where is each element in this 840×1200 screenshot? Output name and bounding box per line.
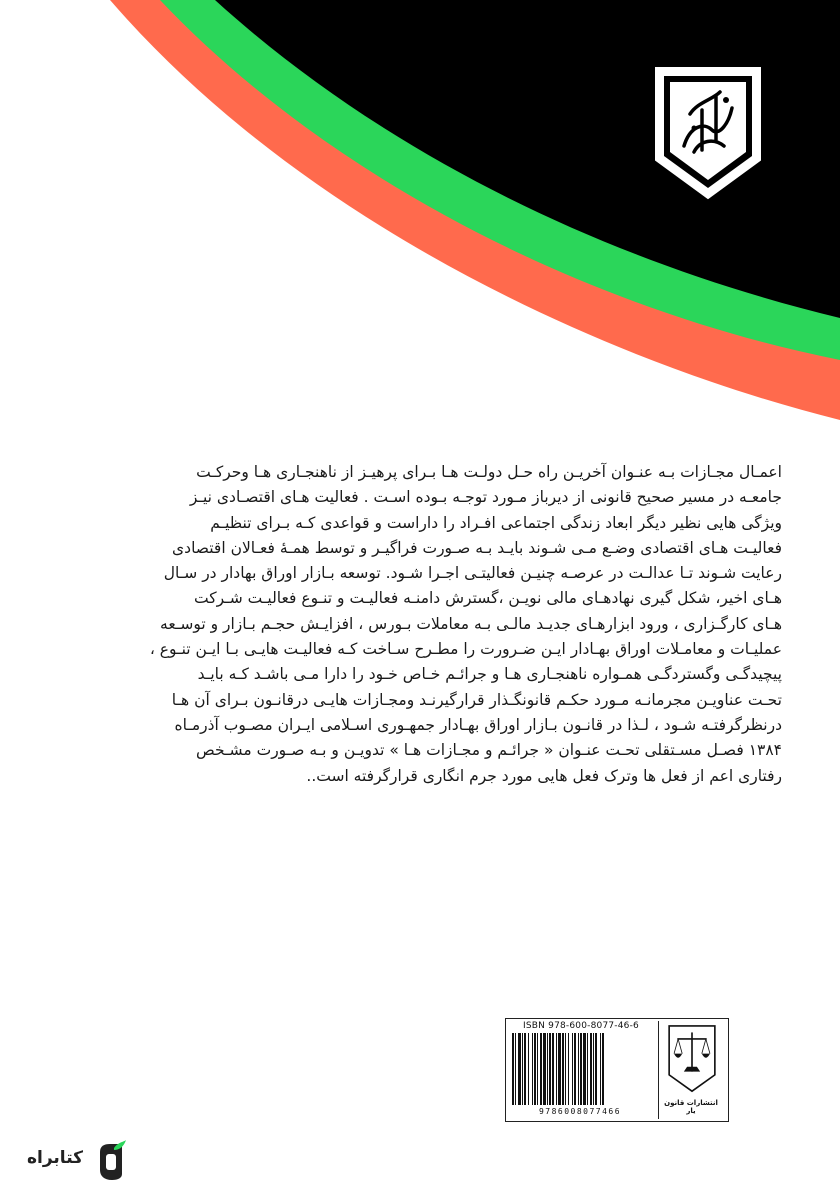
barcode-bar: [578, 1033, 579, 1105]
barcode-bar: [549, 1033, 551, 1105]
watermark-text: کتابراه: [26, 1148, 84, 1168]
barcode-bar: [534, 1033, 536, 1105]
scales-of-justice-icon: [659, 1021, 725, 1101]
isbn-label: ISBN 978-600-8077-46-6: [523, 1021, 639, 1031]
barcode-bar: [593, 1033, 594, 1105]
barcode-bar: [524, 1033, 526, 1105]
description-line: رعایت شـوند تـا عدالـت در عرصـه چنیـن فعالیتـی اجـرا شـود. توسعه بـازار اوراق بهادار در سـال: [163, 564, 782, 583]
barcode-bar: [543, 1033, 546, 1105]
barcode-bar: [518, 1033, 521, 1105]
barcode-bar: [565, 1033, 566, 1105]
barcode-bar: [600, 1033, 601, 1105]
barcode-bar: [583, 1033, 586, 1105]
description-line: تحـت عناویـن مجرمانـه مـورد حکـم قانونگـذار قرارگیرنـد ومجـازات هایـی درقانـون بـرای آن هـا: [171, 690, 782, 709]
barcode-bar: [580, 1033, 582, 1105]
barcode-bar: [552, 1033, 554, 1105]
barcode-bar: [595, 1033, 597, 1105]
barcode-bar: [574, 1033, 576, 1105]
description-line: هـای کارگـزاری ، ورود ابزارهـای جدیـد مالـی بـه معاملات بـورس ، افزایـش حجـم بـازار و توسـعه: [160, 614, 782, 633]
barcode-icon: [510, 1033, 650, 1105]
description-line: جامعـه در مسیر صحیح قانونی از دیرباز مـورد توجـه بـوده اسـت . فعالیت هـای اقتصـادی نیـز: [189, 488, 782, 507]
barcode-bar: [547, 1033, 548, 1105]
description-line: هـای اخیر، شکل گیری نهادهـای مالی نویـن ،گسترش دامنـه فعالیـت و تنـوع فعالیـت شـرکت: [194, 589, 782, 608]
barcode-bar: [572, 1033, 573, 1105]
barcode-bar: [558, 1033, 561, 1105]
barcode-bar: [528, 1033, 529, 1105]
description-line: رفتاری اعم از فعل ها وترک فعل هایی مورد جرم انگاری قرارگرفته است..: [306, 766, 782, 785]
barcode-bar: [602, 1033, 604, 1105]
description-line: پیچیدگـی وگستردگـی همـواره ناهنجـاری هـا و جرائـم خـاص خـود را دارا مـی باشـد کـه بایـد: [197, 665, 782, 684]
description-line: اعمـال مجـازات بـه عنـوان آخریـن راه حـل دولـت هـا بـرای پرهیـز از ناهنجـاری هـا وحرکـت: [196, 463, 782, 481]
barcode-bar: [540, 1033, 542, 1105]
barcode-bar: [522, 1033, 523, 1105]
publisher-emblem-icon: [654, 66, 762, 200]
ketabrah-watermark: [20, 1138, 130, 1182]
description-line: ۱۳۸۴ فصـل مسـتقلی تحـت عنـوان « جرائـم و مجـازات هـا » تدویـن و بـه صـورت مشـخص: [196, 741, 782, 760]
barcode-digits: 9786008077466: [538, 1107, 622, 1116]
barcode-bar: [532, 1033, 533, 1105]
description-line: عملیـات و معامـلات اوراق بهـادار ایـن ضـرورت را مطـرح سـاخت کـه فعالیـت هایـی بـا ایـن تنـوع ،: [149, 640, 782, 659]
description-line: درنظرگرفتـه شـود ، لـذا در قانـون بـازار اوراق بهـادار جمهـوری اسـلامی ایـران مصـوب آذرمـاه: [174, 715, 782, 734]
description-line: فعالیـت هـای اقتصادی وضـع مـی شـوند بایـد بـه صـورت فراگیـر و توسط همـهٔ فعـالان اقتصادی: [172, 538, 782, 557]
barcode-bar: [556, 1033, 557, 1105]
barcode-bar: [568, 1033, 569, 1105]
barcode-bar: [512, 1033, 514, 1105]
description-line: ویژگی هایی نظیر دیگر ابعاد زندگی اجتماعی افـراد را داراست و قواعدی کـه بـرای تنظیـم: [210, 513, 782, 532]
publisher-logo: [658, 1021, 726, 1119]
back-cover-description: [62, 460, 782, 789]
ketabrah-book-icon: [94, 1138, 128, 1182]
barcode-bar: [587, 1033, 588, 1105]
isbn-barcode-box: [505, 1018, 729, 1122]
barcode-bar: [562, 1033, 564, 1105]
barcode-bar: [590, 1033, 592, 1105]
barcode-bar: [537, 1033, 538, 1105]
barcode-bar: [515, 1033, 516, 1105]
publisher-label: انتشارات قانون یار: [664, 1099, 718, 1115]
